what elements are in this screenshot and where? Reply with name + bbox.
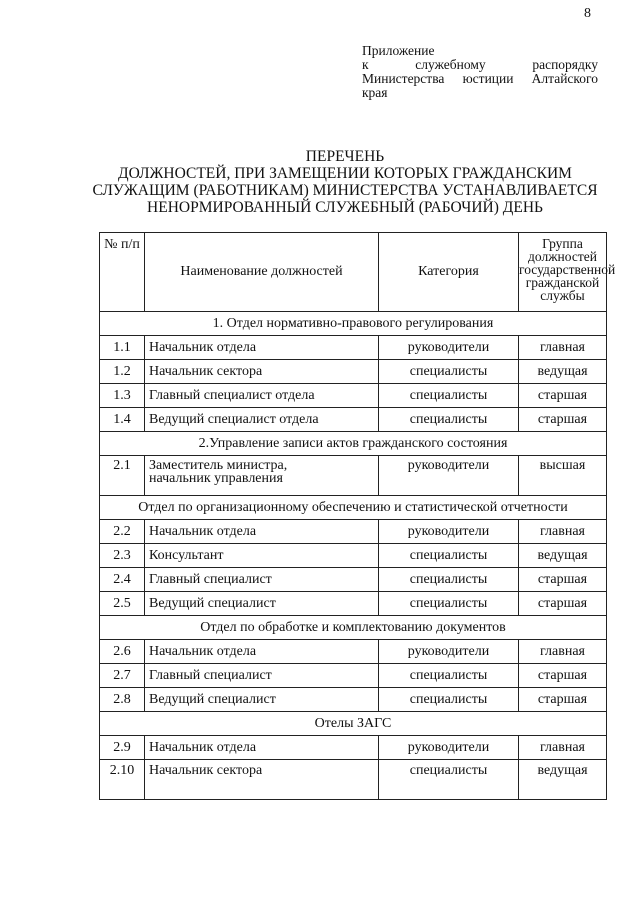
title-line-2: ДОЛЖНОСТЕЙ, ПРИ ЗАМЕЩЕНИИ КОТОРЫХ ГРАЖДАНСКИМ: [118, 165, 572, 182]
cell-num: 2.10: [100, 760, 145, 800]
header-group: [519, 233, 616, 312]
table-row: [100, 544, 607, 568]
cell-category: специалисты: [379, 664, 519, 688]
cell-group: высшая: [519, 456, 607, 496]
appendix-note: [362, 44, 598, 100]
section-title: 1. Отдел нормативно-правового регулирования: [100, 312, 607, 336]
cell-category: специалисты: [379, 688, 519, 712]
header-group-line: должностей: [528, 249, 597, 264]
header-name: Наименование должностей: [145, 233, 379, 312]
cell-category: специалисты: [379, 592, 519, 616]
table-row: [100, 592, 607, 616]
cell-name: Начальник сектора: [145, 360, 379, 384]
document-title: [70, 148, 620, 216]
table-header-row: [100, 233, 607, 312]
cell-num: 1.1: [100, 336, 145, 360]
section-title: 2.Управление записи актов гражданского состояния: [100, 432, 607, 456]
cell-name: Ведущий специалист: [145, 592, 379, 616]
cell-name: Начальник отдела: [145, 640, 379, 664]
table-row: [100, 736, 607, 760]
cell-group: ведущая: [519, 360, 607, 384]
cell-group: старшая: [519, 384, 607, 408]
cell-group: главная: [519, 336, 607, 360]
title-line-3: СЛУЖАЩИМ (РАБОТНИКАМ) МИНИСТЕРСТВА УСТАНАВЛИВАЕТСЯ: [92, 182, 598, 199]
cell-num: 2.5: [100, 592, 145, 616]
table-row: [100, 640, 607, 664]
table-row: [100, 520, 607, 544]
title-line-1: ПЕРЕЧЕНЬ: [305, 148, 385, 165]
cell-name-line: начальник управления: [149, 471, 283, 486]
cell-name: Главный специалист: [145, 568, 379, 592]
cell-category: руководители: [379, 456, 519, 496]
cell-num: 2.4: [100, 568, 145, 592]
cell-name: Главный специалист отдела: [145, 384, 379, 408]
cell-category: специалисты: [379, 760, 519, 800]
title-line-4: НЕНОРМИРОВАННЫЙ СЛУЖЕБНЫЙ (РАБОЧИЙ) ДЕНЬ: [147, 199, 543, 216]
cell-group: главная: [519, 640, 607, 664]
cell-group: главная: [519, 520, 607, 544]
section-row: [100, 496, 607, 520]
cell-group: старшая: [519, 688, 607, 712]
section-title: Отдел по обработке и комплектованию документов: [100, 616, 607, 640]
cell-name: Начальник отдела: [145, 520, 379, 544]
cell-group: старшая: [519, 592, 607, 616]
cell-category: специалисты: [379, 544, 519, 568]
cell-category: руководители: [379, 520, 519, 544]
cell-num: 2.3: [100, 544, 145, 568]
table-row: [100, 568, 607, 592]
cell-category: руководители: [379, 736, 519, 760]
table-row: [100, 760, 607, 800]
section-title: Отдел по организационному обеспечению и статистической отчетности: [100, 496, 607, 520]
cell-num: 2.6: [100, 640, 145, 664]
cell-num: 2.8: [100, 688, 145, 712]
cell-name: Начальник отдела: [145, 736, 379, 760]
appendix-line-2: к служебному распорядку: [362, 57, 598, 72]
section-row: [100, 432, 607, 456]
cell-category: специалисты: [379, 360, 519, 384]
cell-name: Начальник отдела: [145, 336, 379, 360]
table-row: [100, 360, 607, 384]
cell-num: 1.2: [100, 360, 145, 384]
cell-name: Ведущий специалист: [145, 688, 379, 712]
table-row: [100, 336, 607, 360]
cell-name: Главный специалист: [145, 664, 379, 688]
cell-category: специалисты: [379, 384, 519, 408]
cell-group: ведущая: [519, 544, 607, 568]
table-row: [100, 664, 607, 688]
cell-num: 2.2: [100, 520, 145, 544]
cell-category: руководители: [379, 336, 519, 360]
header-num: № п/п: [100, 233, 145, 312]
section-row: [100, 312, 607, 336]
cell-category: специалисты: [379, 408, 519, 432]
appendix-line-4: края: [362, 85, 388, 100]
cell-name-line: Заместитель министра,: [149, 458, 288, 473]
table-row: [100, 456, 607, 496]
positions-table: [99, 232, 616, 800]
cell-group: старшая: [519, 408, 607, 432]
cell-num: 2.7: [100, 664, 145, 688]
cell-group: ведущая: [519, 760, 607, 800]
header-group-line: Группа: [542, 236, 583, 251]
header-group-line: гражданской: [525, 275, 600, 290]
cell-category: руководители: [379, 640, 519, 664]
table-row: [100, 688, 607, 712]
cell-group: старшая: [519, 568, 607, 592]
table-row: [100, 408, 607, 432]
header-group-line: службы: [540, 288, 585, 303]
header-category: Категория: [379, 233, 519, 312]
cell-num: 1.4: [100, 408, 145, 432]
cell-name: Начальник сектора: [145, 760, 379, 800]
section-row: [100, 712, 607, 736]
cell-category: специалисты: [379, 568, 519, 592]
cell-num: 1.3: [100, 384, 145, 408]
section-row: [100, 616, 607, 640]
cell-name: Консультант: [145, 544, 379, 568]
cell-num: 2.1: [100, 456, 145, 496]
appendix-line-1: Приложение: [362, 43, 435, 58]
cell-name: [145, 456, 379, 496]
appendix-line-3: Министерства юстиции Алтайского: [362, 71, 598, 86]
cell-num: 2.9: [100, 736, 145, 760]
table-row: [100, 384, 607, 408]
header-group-line: государственной: [519, 262, 616, 277]
cell-name: Ведущий специалист отдела: [145, 408, 379, 432]
cell-group: главная: [519, 736, 607, 760]
section-title: Отелы ЗАГС: [100, 712, 607, 736]
cell-group: старшая: [519, 664, 607, 688]
page-number: 8: [584, 6, 591, 21]
